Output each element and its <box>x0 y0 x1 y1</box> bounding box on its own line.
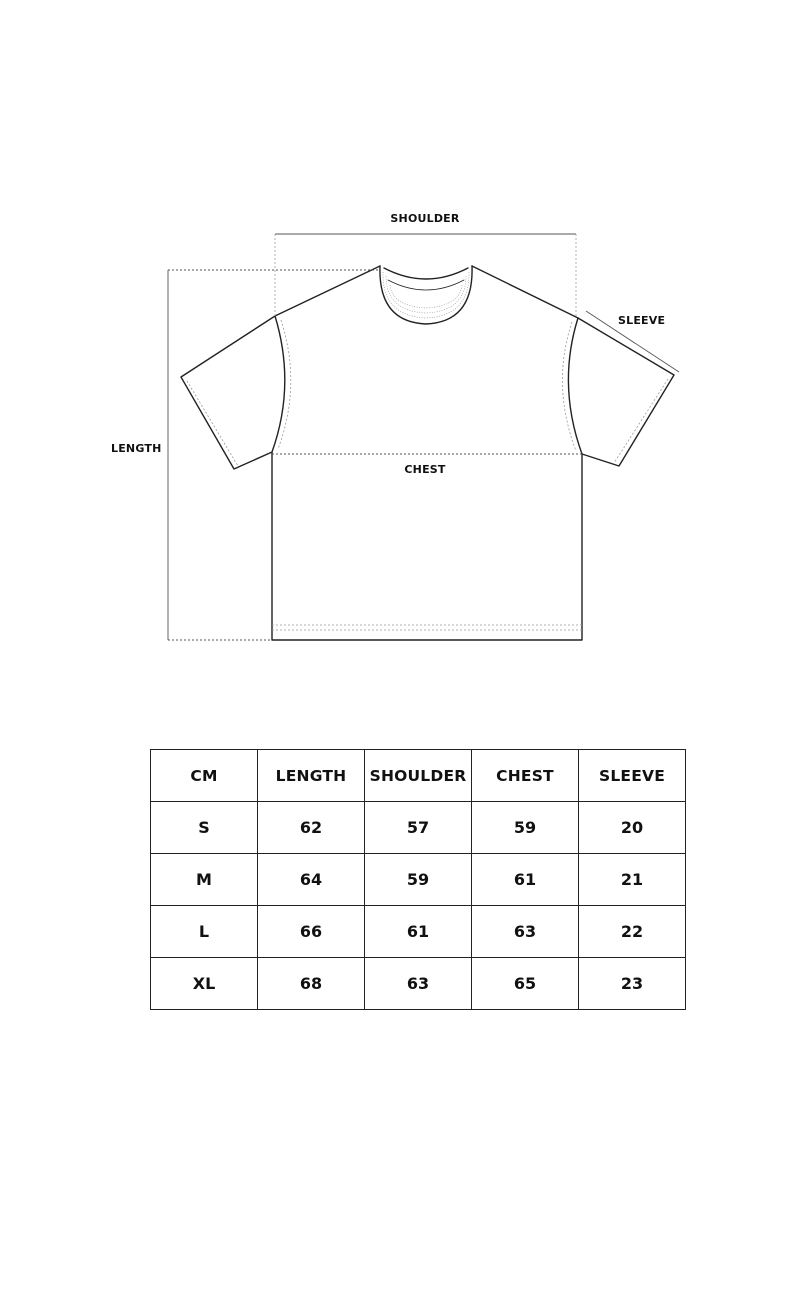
table-row <box>151 802 686 854</box>
shoulder-cell: 59 <box>365 854 472 906</box>
left-sleeve-outline <box>181 316 275 469</box>
shoulder-label: SHOULDER <box>390 212 460 225</box>
shoulder-cell: 57 <box>365 802 472 854</box>
size-chart-table <box>150 749 686 1010</box>
length-cell: 68 <box>258 958 365 1010</box>
collar-inner <box>384 268 468 279</box>
shoulder-cell: 63 <box>365 958 472 1010</box>
size-cell: M <box>151 854 258 906</box>
chest-label: CHEST <box>404 463 446 476</box>
length-cell: 66 <box>258 906 365 958</box>
header-cell-shoulder: SHOULDER <box>365 750 472 802</box>
table-header-row <box>151 750 686 802</box>
sleeve-cell: 20 <box>579 802 686 854</box>
header-cell-length: LENGTH <box>258 750 365 802</box>
table-row <box>151 958 686 1010</box>
length-label: LENGTH <box>111 442 162 455</box>
sleeve-label: SLEEVE <box>618 314 666 327</box>
sleeve-cell: 21 <box>579 854 686 906</box>
size-cell: S <box>151 802 258 854</box>
header-cell-chest: CHEST <box>472 750 579 802</box>
size-cell: L <box>151 906 258 958</box>
header-cell-sleeve: SLEEVE <box>579 750 686 802</box>
size-cell: XL <box>151 958 258 1010</box>
shoulder-cell: 61 <box>365 906 472 958</box>
length-cell: 62 <box>258 802 365 854</box>
chest-cell: 59 <box>472 802 579 854</box>
tshirt-body-outline <box>272 266 582 640</box>
header-cell-unit: CM <box>151 750 258 802</box>
table-row <box>151 906 686 958</box>
length-cell: 64 <box>258 854 365 906</box>
chest-cell: 61 <box>472 854 579 906</box>
sleeve-cell: 23 <box>579 958 686 1010</box>
chest-cell: 63 <box>472 906 579 958</box>
chest-cell: 65 <box>472 958 579 1010</box>
table-row <box>151 854 686 906</box>
sleeve-cell: 22 <box>579 906 686 958</box>
